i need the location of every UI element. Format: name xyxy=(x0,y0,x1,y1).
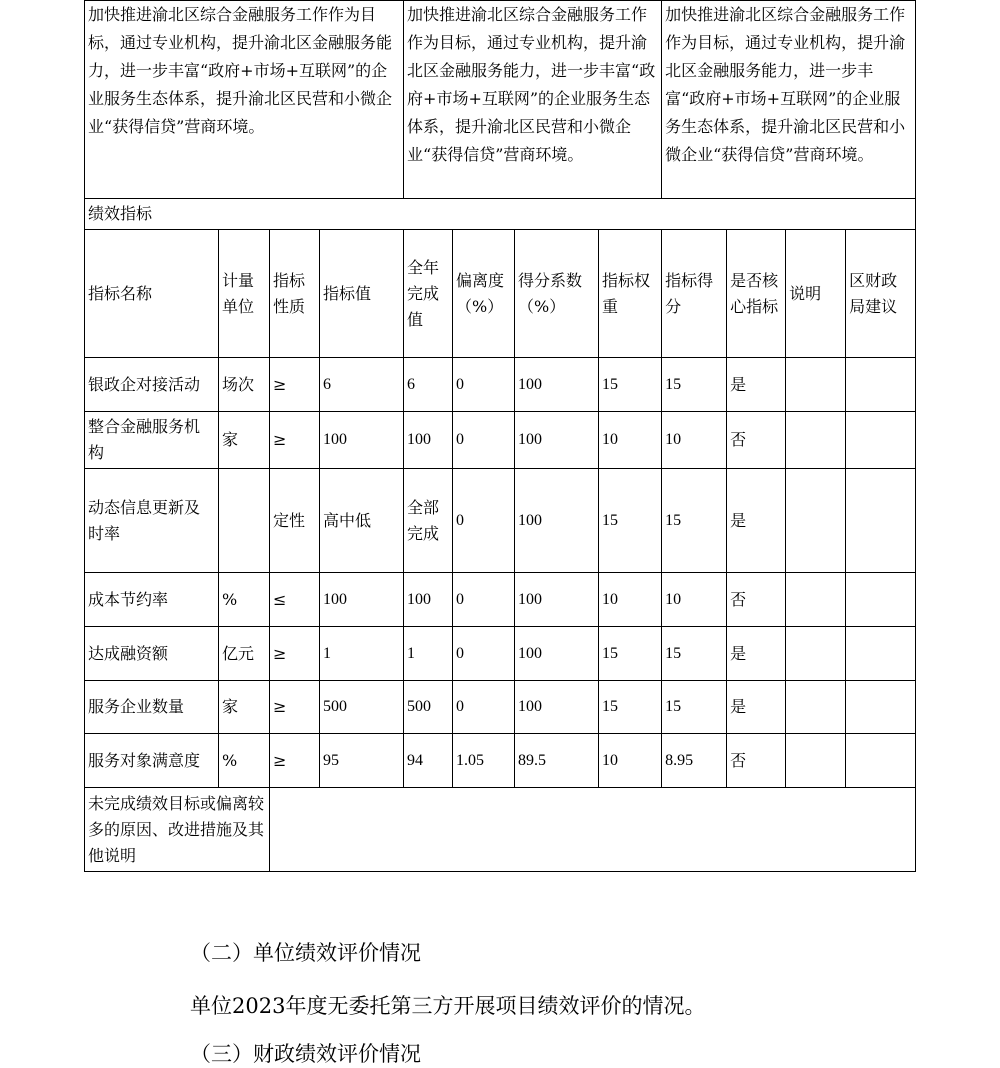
cell-weight: 15 xyxy=(599,681,662,734)
cell-nature: ≥ xyxy=(270,681,320,734)
cell-note xyxy=(786,627,846,681)
cell-score: 15 xyxy=(662,469,727,573)
cell-coefficient: 100 xyxy=(515,681,599,734)
performance-table-container xyxy=(84,0,915,872)
cell-score: 15 xyxy=(662,358,727,412)
cell-name: 银政企对接活动 xyxy=(85,358,219,412)
cell-target: 高中低 xyxy=(320,469,404,573)
table-row xyxy=(85,358,916,412)
cell-advice xyxy=(846,681,916,734)
cell-actual: 全部完成 xyxy=(404,469,453,573)
cell-actual: 6 xyxy=(404,358,453,412)
cell-name: 动态信息更新及时率 xyxy=(85,469,219,573)
table-row xyxy=(85,469,916,573)
footer-label: 未完成绩效目标或偏离较多的原因、改进措施及其他说明 xyxy=(85,788,270,872)
objective-cell-3: 加快推进渝北区综合金融服务工作作为目标，通过专业机构，提升渝北区金融服务能力，进一步丰富“政府+市场+互联网”的企业服务生态体系，提升渝北区民营和小微企业“获得信贷”营商环境。 xyxy=(662,1,916,199)
cell-core: 是 xyxy=(727,469,786,573)
objective-cell-2: 加快推进渝北区综合金融服务工作作为目标，通过专业机构，提升渝北区金融服务能力，进一步丰富“政府+市场+互联网”的企业服务生态体系，提升渝北区民营和小微企业“获得信贷”营商环境。 xyxy=(404,1,662,199)
header-nature: 指标性质 xyxy=(270,230,320,358)
header-score: 指标得分 xyxy=(662,230,727,358)
cell-nature: 定性 xyxy=(270,469,320,573)
table-row xyxy=(85,681,916,734)
cell-weight: 15 xyxy=(599,469,662,573)
cell-unit: % xyxy=(219,573,270,627)
table-row xyxy=(85,412,916,469)
cell-target: 6 xyxy=(320,358,404,412)
cell-unit xyxy=(219,469,270,573)
cell-advice xyxy=(846,358,916,412)
cell-advice xyxy=(846,412,916,469)
cell-target: 500 xyxy=(320,681,404,734)
cell-note xyxy=(786,469,846,573)
table-row xyxy=(85,573,916,627)
cell-name: 服务对象满意度 xyxy=(85,734,219,788)
cell-core: 否 xyxy=(727,573,786,627)
cell-core: 否 xyxy=(727,734,786,788)
cell-nature: ≥ xyxy=(270,358,320,412)
header-target: 指标值 xyxy=(320,230,404,358)
footer-row xyxy=(85,788,916,872)
cell-name: 成本节约率 xyxy=(85,573,219,627)
cell-nature: ≥ xyxy=(270,412,320,469)
cell-coefficient: 100 xyxy=(515,627,599,681)
section2-heading: （二）单位绩效评价情况 xyxy=(190,941,421,965)
cell-core: 是 xyxy=(727,358,786,412)
section3-heading: （三）财政绩效评价情况 xyxy=(190,1042,421,1066)
cell-actual: 100 xyxy=(404,573,453,627)
cell-unit: % xyxy=(219,734,270,788)
header-actual: 全年完成值 xyxy=(404,230,453,358)
cell-deviation: 0 xyxy=(453,573,515,627)
cell-target: 100 xyxy=(320,573,404,627)
header-indicator-name: 指标名称 xyxy=(85,230,219,358)
cell-note xyxy=(786,573,846,627)
cell-actual: 1 xyxy=(404,627,453,681)
cell-unit: 场次 xyxy=(219,358,270,412)
cell-unit: 家 xyxy=(219,681,270,734)
cell-target: 95 xyxy=(320,734,404,788)
cell-coefficient: 100 xyxy=(515,412,599,469)
cell-target: 1 xyxy=(320,627,404,681)
section2-body: 单位2023年度无委托第三方开展项目绩效评价的情况。 xyxy=(190,994,706,1018)
cell-target: 100 xyxy=(320,412,404,469)
cell-score: 15 xyxy=(662,681,727,734)
cell-note xyxy=(786,734,846,788)
cell-deviation: 1.05 xyxy=(453,734,515,788)
header-core: 是否核心指标 xyxy=(727,230,786,358)
header-weight: 指标权重 xyxy=(599,230,662,358)
cell-unit: 亿元 xyxy=(219,627,270,681)
cell-core: 否 xyxy=(727,412,786,469)
cell-core: 是 xyxy=(727,627,786,681)
cell-core: 是 xyxy=(727,681,786,734)
cell-actual: 94 xyxy=(404,734,453,788)
cell-note xyxy=(786,412,846,469)
performance-table xyxy=(84,0,916,872)
section-label: 绩效指标 xyxy=(85,199,916,230)
header-row xyxy=(85,230,916,358)
cell-coefficient: 100 xyxy=(515,358,599,412)
cell-score: 10 xyxy=(662,573,727,627)
cell-score: 15 xyxy=(662,627,727,681)
cell-weight: 15 xyxy=(599,358,662,412)
table-row xyxy=(85,627,916,681)
table-row xyxy=(85,734,916,788)
cell-unit: 家 xyxy=(219,412,270,469)
cell-name: 达成融资额 xyxy=(85,627,219,681)
cell-nature: ≥ xyxy=(270,627,320,681)
cell-weight: 15 xyxy=(599,627,662,681)
cell-coefficient: 89.5 xyxy=(515,734,599,788)
cell-nature: ≥ xyxy=(270,734,320,788)
objective-cell-1: 加快推进渝北区综合金融服务工作作为目标，通过专业机构，提升渝北区金融服务能力，进一步丰富“政府+市场+互联网”的企业服务生态体系，提升渝北区民营和小微企业“获得信贷”营商环境。 xyxy=(85,1,404,199)
footer-value xyxy=(270,788,916,872)
cell-deviation: 0 xyxy=(453,412,515,469)
cell-advice xyxy=(846,627,916,681)
cell-name: 服务企业数量 xyxy=(85,681,219,734)
cell-weight: 10 xyxy=(599,573,662,627)
cell-weight: 10 xyxy=(599,734,662,788)
cell-nature: ≤ xyxy=(270,573,320,627)
cell-coefficient: 100 xyxy=(515,469,599,573)
cell-deviation: 0 xyxy=(453,358,515,412)
section-label-row xyxy=(85,199,916,230)
objectives-row xyxy=(85,1,916,199)
cell-score: 8.95 xyxy=(662,734,727,788)
cell-name: 整合金融服务机构 xyxy=(85,412,219,469)
cell-deviation: 0 xyxy=(453,627,515,681)
cell-score: 10 xyxy=(662,412,727,469)
header-note: 说明 xyxy=(786,230,846,358)
cell-actual: 500 xyxy=(404,681,453,734)
cell-advice xyxy=(846,734,916,788)
cell-note xyxy=(786,681,846,734)
cell-coefficient: 100 xyxy=(515,573,599,627)
cell-advice xyxy=(846,573,916,627)
header-advice: 区财政局建议 xyxy=(846,230,916,358)
cell-deviation: 0 xyxy=(453,681,515,734)
cell-deviation: 0 xyxy=(453,469,515,573)
header-unit: 计量单位 xyxy=(219,230,270,358)
header-coefficient: 得分系数（%） xyxy=(515,230,599,358)
cell-weight: 10 xyxy=(599,412,662,469)
cell-advice xyxy=(846,469,916,573)
cell-actual: 100 xyxy=(404,412,453,469)
cell-note xyxy=(786,358,846,412)
header-deviation: 偏离度（%） xyxy=(453,230,515,358)
